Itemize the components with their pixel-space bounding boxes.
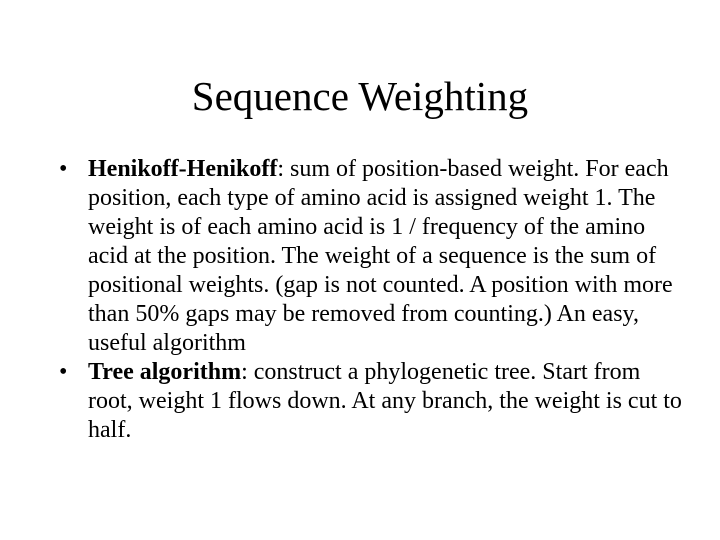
bullet-list [55,155,685,445]
slide-title: Sequence Weighting [191,73,529,119]
bullet-tree-algorithm [55,358,685,445]
bullet-term: Henikoff-Henikoff [88,156,278,182]
bullet-icon: • [59,359,68,385]
bullet-icon: • [59,156,68,182]
bullet-henikoff [55,155,685,358]
bullet-text: : sum of position-based weight. For each position, each type of amino acid is assigned weight 1. The weight is of each amino acid is 1 / frequency of the amino acid at the position. The weight of a sequence is the sum of positional weights. (gap is not counted. A position with more than 50% gaps may be removed from counting.) An easy, useful algorithm [88,156,673,356]
bullet-term: Tree algorithm [88,359,242,385]
bullet-text: : construct a phylogenetic tree. Start from root, weight 1 flows down. At any branch, the weight is cut to half. [88,359,682,443]
